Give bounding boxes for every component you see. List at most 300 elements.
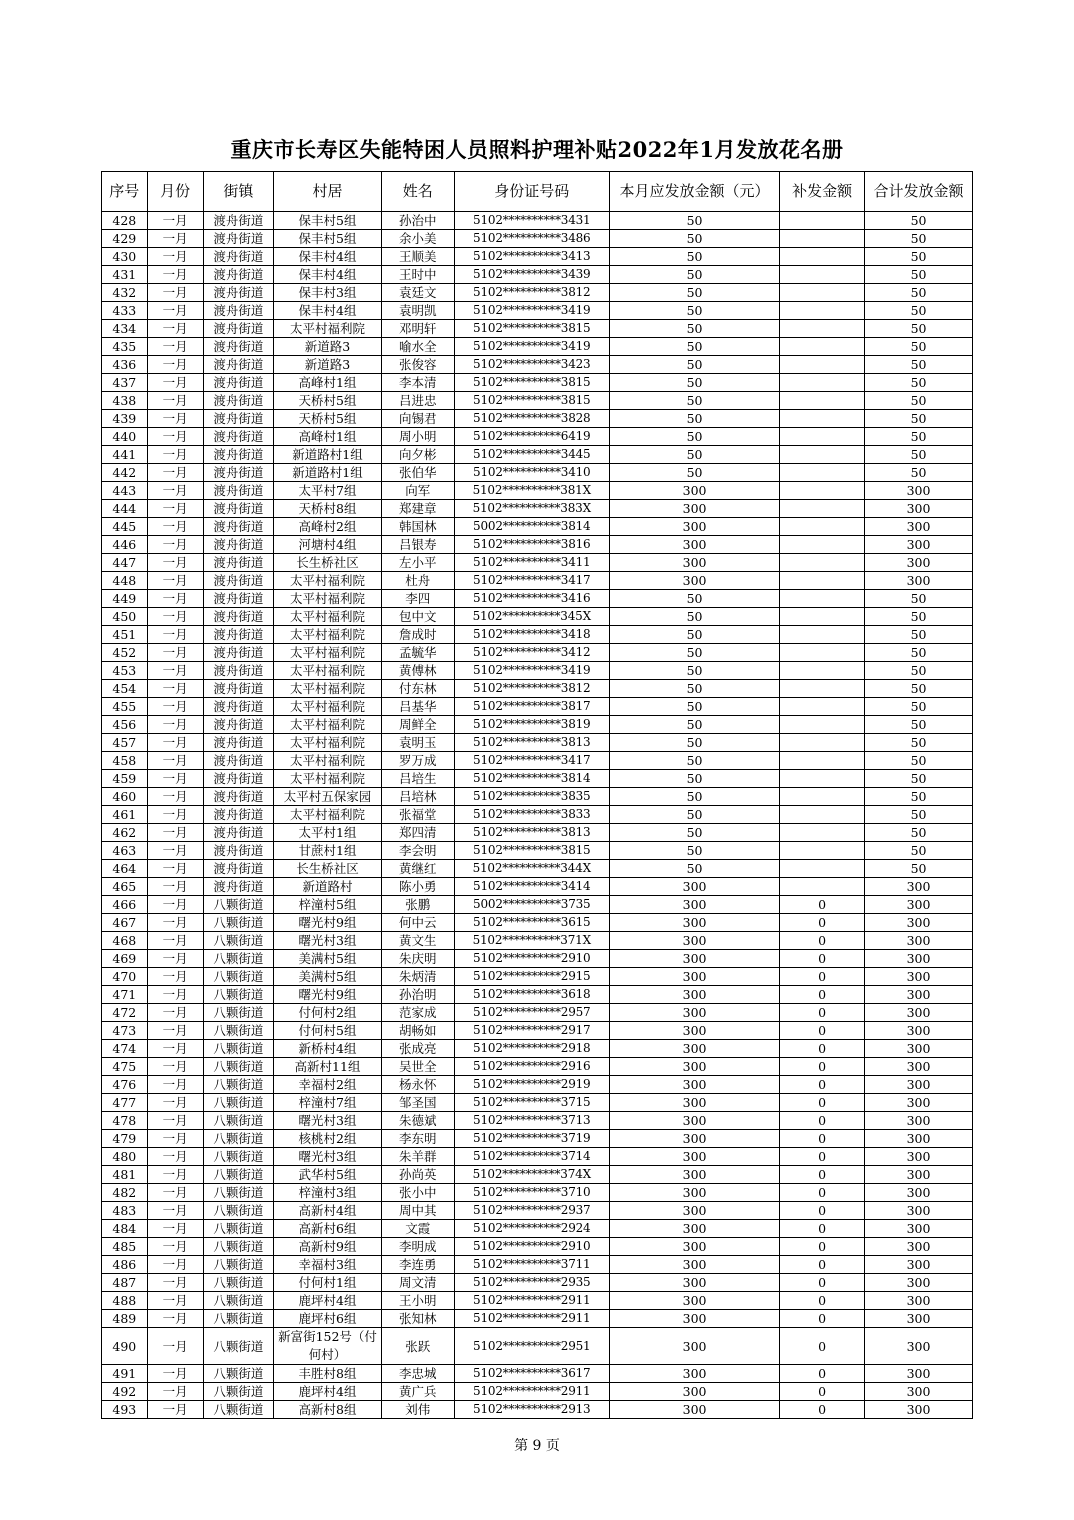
cell-amount-due: 300 [610,536,780,554]
cell-village: 保丰村4组 [274,266,382,284]
cell-month: 一月 [147,842,203,860]
cell-total: 50 [865,392,973,410]
cell-supplement [780,320,865,338]
cell-index: 433 [102,302,148,320]
cell-total: 50 [865,284,973,302]
cell-month: 一月 [147,914,203,932]
cell-supplement [780,284,865,302]
cell-street: 渡舟街道 [203,554,274,572]
cell-id-number: 5102**********3812 [454,680,610,698]
table-row [102,590,973,608]
cell-amount-due: 300 [610,1220,780,1238]
cell-name: 王时中 [381,266,454,284]
cell-supplement: 0 [780,968,865,986]
cell-month: 一月 [147,878,203,896]
cell-village: 太平村福利院 [274,734,382,752]
cell-street: 八颗街道 [203,1383,274,1401]
cell-total: 50 [865,626,973,644]
table-body [102,212,973,1419]
cell-name: 张福堂 [381,806,454,824]
cell-amount-due: 300 [610,1040,780,1058]
cell-total: 300 [865,896,973,914]
cell-id-number: 5102**********3711 [454,1256,610,1274]
cell-village: 高新村11组 [274,1058,382,1076]
cell-id-number: 5102**********2916 [454,1058,610,1076]
cell-month: 一月 [147,1202,203,1220]
cell-id-number: 5102**********3419 [454,302,610,320]
cell-total: 300 [865,1256,973,1274]
cell-index: 435 [102,338,148,356]
cell-street: 八颗街道 [203,1184,274,1202]
cell-month: 一月 [147,1040,203,1058]
cell-id-number: 5102**********3815 [454,374,610,392]
cell-village: 付何村1组 [274,1274,382,1292]
cell-month: 一月 [147,518,203,536]
cell-total: 300 [865,1148,973,1166]
cell-amount-due: 50 [610,446,780,464]
cell-month: 一月 [147,302,203,320]
cell-id-number: 5102**********383X [454,500,610,518]
cell-street: 渡舟街道 [203,824,274,842]
cell-id-number: 5102**********3412 [454,644,610,662]
cell-total: 50 [865,302,973,320]
cell-village: 太平村福利院 [274,752,382,770]
cell-name: 韩国林 [381,518,454,536]
cell-name: 李忠城 [381,1365,454,1383]
cell-street: 渡舟街道 [203,806,274,824]
cell-village: 太平村福利院 [274,680,382,698]
cell-total: 300 [865,1022,973,1040]
cell-village: 高新村6组 [274,1220,382,1238]
cell-index: 429 [102,230,148,248]
cell-village: 曙光村9组 [274,914,382,932]
cell-total: 300 [865,1238,973,1256]
cell-street: 渡舟街道 [203,878,274,896]
cell-id-number: 5102**********3715 [454,1094,610,1112]
cell-index: 440 [102,428,148,446]
cell-id-number: 5102**********3416 [454,590,610,608]
cell-total: 300 [865,500,973,518]
cell-index: 477 [102,1094,148,1112]
cell-name: 邹圣国 [381,1094,454,1112]
table-row [102,320,973,338]
cell-month: 一月 [147,608,203,626]
cell-total: 50 [865,464,973,482]
cell-month: 一月 [147,644,203,662]
cell-supplement [780,788,865,806]
cell-total: 50 [865,266,973,284]
cell-amount-due: 300 [610,1148,780,1166]
cell-id-number: 5102**********374X [454,1166,610,1184]
cell-street: 渡舟街道 [203,248,274,266]
table-row [102,1365,973,1383]
cell-id-number: 5102**********3423 [454,356,610,374]
cell-supplement [780,590,865,608]
cell-supplement: 0 [780,1004,865,1022]
cell-supplement [780,824,865,842]
table-row [102,806,973,824]
cell-name: 刘伟 [381,1401,454,1419]
cell-village: 新道路3 [274,356,382,374]
cell-id-number: 5102**********371X [454,932,610,950]
cell-id-number: 5102**********381X [454,482,610,500]
cell-id-number: 5102**********3445 [454,446,610,464]
cell-id-number: 5102**********3812 [454,284,610,302]
cell-amount-due: 300 [610,482,780,500]
cell-street: 渡舟街道 [203,626,274,644]
cell-village: 天桥村8组 [274,500,382,518]
cell-index: 468 [102,932,148,950]
cell-supplement: 0 [780,1094,865,1112]
cell-id-number: 5102**********3815 [454,842,610,860]
cell-name: 孙治中 [381,212,454,230]
cell-index: 481 [102,1166,148,1184]
cell-index: 432 [102,284,148,302]
cell-total: 300 [865,1328,973,1365]
cell-month: 一月 [147,266,203,284]
cell-amount-due: 50 [610,662,780,680]
cell-index: 472 [102,1004,148,1022]
cell-month: 一月 [147,770,203,788]
cell-month: 一月 [147,1022,203,1040]
cell-supplement [780,374,865,392]
cell-amount-due: 50 [610,698,780,716]
cell-month: 一月 [147,734,203,752]
cell-supplement: 0 [780,932,865,950]
cell-street: 渡舟街道 [203,842,274,860]
cell-village: 新桥村4组 [274,1040,382,1058]
cell-street: 渡舟街道 [203,536,274,554]
cell-amount-due: 50 [610,356,780,374]
cell-supplement [780,248,865,266]
cell-id-number: 5102**********2937 [454,1202,610,1220]
table-row [102,1076,973,1094]
cell-amount-due: 50 [610,212,780,230]
cell-index: 480 [102,1148,148,1166]
cell-name: 李会明 [381,842,454,860]
cell-name: 李本清 [381,374,454,392]
cell-month: 一月 [147,1004,203,1022]
cell-supplement [780,338,865,356]
cell-supplement: 0 [780,1184,865,1202]
cell-name: 黄广兵 [381,1383,454,1401]
cell-supplement: 0 [780,1040,865,1058]
cell-name: 朱德斌 [381,1112,454,1130]
cell-street: 八颗街道 [203,968,274,986]
cell-supplement [780,698,865,716]
cell-total: 50 [865,662,973,680]
cell-total: 300 [865,1130,973,1148]
cell-month: 一月 [147,1220,203,1238]
cell-month: 一月 [147,374,203,392]
cell-month: 一月 [147,1365,203,1383]
table-row [102,536,973,554]
cell-amount-due: 300 [610,932,780,950]
cell-supplement [780,680,865,698]
cell-supplement [780,518,865,536]
cell-village: 鹿坪村4组 [274,1383,382,1401]
cell-street: 八颗街道 [203,914,274,932]
cell-name: 吕进忠 [381,392,454,410]
table-row [102,1166,973,1184]
table-row [102,284,973,302]
cell-supplement [780,662,865,680]
cell-village: 太平村福利院 [274,806,382,824]
cell-street: 八颗街道 [203,1094,274,1112]
cell-name: 张小中 [381,1184,454,1202]
table-row [102,644,973,662]
cell-index: 483 [102,1202,148,1220]
cell-month: 一月 [147,986,203,1004]
cell-amount-due: 300 [610,914,780,932]
cell-name: 付东林 [381,680,454,698]
cell-amount-due: 50 [610,338,780,356]
cell-supplement [780,464,865,482]
cell-index: 469 [102,950,148,968]
cell-month: 一月 [147,1256,203,1274]
cell-month: 一月 [147,1166,203,1184]
cell-month: 一月 [147,860,203,878]
cell-name: 郑建章 [381,500,454,518]
cell-month: 一月 [147,1130,203,1148]
cell-month: 一月 [147,590,203,608]
cell-index: 438 [102,392,148,410]
table-row [102,230,973,248]
cell-total: 300 [865,1401,973,1419]
cell-village: 甘蔗村1组 [274,842,382,860]
cell-index: 493 [102,1401,148,1419]
col-header-id-number: 身份证号码 [454,172,610,212]
cell-amount-due: 300 [610,1328,780,1365]
page-number: 第 9 页 [514,1438,560,1454]
cell-name: 余小美 [381,230,454,248]
cell-street: 渡舟街道 [203,860,274,878]
cell-total: 50 [865,824,973,842]
table-row [102,734,973,752]
table-row [102,986,973,1004]
cell-supplement [780,302,865,320]
cell-month: 一月 [147,716,203,734]
cell-name: 吴世全 [381,1058,454,1076]
cell-street: 八颗街道 [203,932,274,950]
cell-total: 50 [865,842,973,860]
cell-name: 杜舟 [381,572,454,590]
cell-street: 八颗街道 [203,1202,274,1220]
table-row [102,1401,973,1419]
cell-street: 渡舟街道 [203,230,274,248]
cell-month: 一月 [147,284,203,302]
cell-name: 吕银寿 [381,536,454,554]
cell-amount-due: 50 [610,716,780,734]
cell-index: 434 [102,320,148,338]
cell-supplement: 0 [780,1274,865,1292]
cell-total: 300 [865,950,973,968]
cell-total: 300 [865,518,973,536]
cell-id-number: 5102**********3410 [454,464,610,482]
cell-name: 周鲜全 [381,716,454,734]
cell-name: 张俊容 [381,356,454,374]
cell-supplement [780,230,865,248]
cell-id-number: 5102**********3814 [454,770,610,788]
cell-id-number: 5102**********2913 [454,1401,610,1419]
cell-street: 八颗街道 [203,1004,274,1022]
cell-name: 詹成时 [381,626,454,644]
cell-supplement: 0 [780,896,865,914]
cell-supplement: 0 [780,1166,865,1184]
cell-month: 一月 [147,1076,203,1094]
cell-amount-due: 300 [610,1004,780,1022]
cell-village: 新道路3 [274,338,382,356]
cell-amount-due: 300 [610,1274,780,1292]
cell-supplement [780,266,865,284]
cell-total: 50 [865,788,973,806]
cell-id-number: 5102**********3713 [454,1112,610,1130]
cell-index: 466 [102,896,148,914]
cell-total: 300 [865,1202,973,1220]
cell-total: 50 [865,608,973,626]
cell-id-number: 5102**********3417 [454,752,610,770]
cell-name: 向夕彬 [381,446,454,464]
cell-name: 文霞 [381,1220,454,1238]
cell-village: 太平村福利院 [274,320,382,338]
cell-street: 渡舟街道 [203,572,274,590]
cell-name: 张成亮 [381,1040,454,1058]
table-row [102,914,973,932]
cell-name: 黄文生 [381,932,454,950]
cell-village: 太平村福利院 [274,716,382,734]
cell-street: 八颗街道 [203,1220,274,1238]
cell-index: 454 [102,680,148,698]
cell-amount-due: 300 [610,1022,780,1040]
cell-total: 50 [865,680,973,698]
cell-id-number: 5102**********3414 [454,878,610,896]
cell-supplement: 0 [780,1202,865,1220]
cell-total: 50 [865,320,973,338]
table-row [102,1058,973,1076]
cell-supplement: 0 [780,1022,865,1040]
cell-supplement [780,878,865,896]
cell-name: 李明成 [381,1238,454,1256]
cell-street: 八颗街道 [203,1274,274,1292]
cell-amount-due: 50 [610,284,780,302]
cell-index: 471 [102,986,148,1004]
cell-supplement [780,212,865,230]
cell-total: 50 [865,446,973,464]
cell-amount-due: 300 [610,950,780,968]
cell-index: 446 [102,536,148,554]
cell-month: 一月 [147,446,203,464]
cell-index: 457 [102,734,148,752]
cell-supplement [780,392,865,410]
cell-village: 长生桥社区 [274,554,382,572]
cell-street: 渡舟街道 [203,518,274,536]
cell-id-number: 5102**********6419 [454,428,610,446]
cell-month: 一月 [147,1058,203,1076]
cell-name: 李四 [381,590,454,608]
cell-index: 489 [102,1310,148,1328]
cell-total: 300 [865,1184,973,1202]
cell-name: 朱炳清 [381,968,454,986]
cell-name: 李连勇 [381,1256,454,1274]
cell-name: 何中云 [381,914,454,932]
cell-month: 一月 [147,932,203,950]
cell-index: 441 [102,446,148,464]
table-row [102,428,973,446]
cell-amount-due: 300 [610,1058,780,1076]
cell-id-number: 5102**********2910 [454,1238,610,1256]
cell-total: 300 [865,1365,973,1383]
cell-supplement [780,428,865,446]
cell-name: 吕培林 [381,788,454,806]
cell-amount-due: 50 [610,626,780,644]
cell-village: 高新村4组 [274,1202,382,1220]
cell-total: 300 [865,1166,973,1184]
cell-street: 八颗街道 [203,1328,274,1365]
cell-supplement: 0 [780,1148,865,1166]
cell-index: 482 [102,1184,148,1202]
cell-name: 罗万成 [381,752,454,770]
cell-supplement: 0 [780,1383,865,1401]
cell-supplement [780,842,865,860]
cell-street: 八颗街道 [203,986,274,1004]
cell-name: 吕培生 [381,770,454,788]
table-row [102,1292,973,1310]
table-row [102,1040,973,1058]
cell-total: 50 [865,770,973,788]
cell-month: 一月 [147,752,203,770]
cell-index: 436 [102,356,148,374]
cell-village: 保丰村5组 [274,230,382,248]
cell-index: 491 [102,1365,148,1383]
cell-total: 300 [865,1058,973,1076]
cell-total: 50 [865,752,973,770]
cell-street: 八颗街道 [203,1401,274,1419]
cell-amount-due: 50 [610,248,780,266]
cell-index: 490 [102,1328,148,1365]
cell-name: 周文清 [381,1274,454,1292]
cell-village: 高峰村2组 [274,518,382,536]
cell-month: 一月 [147,464,203,482]
cell-month: 一月 [147,824,203,842]
cell-village: 付何村5组 [274,1022,382,1040]
cell-id-number: 5102**********2935 [454,1274,610,1292]
cell-amount-due: 50 [610,230,780,248]
cell-month: 一月 [147,320,203,338]
cell-street: 八颗街道 [203,1256,274,1274]
cell-village: 保丰村3组 [274,284,382,302]
table-row [102,698,973,716]
table-header-row [102,172,973,212]
cell-index: 451 [102,626,148,644]
cell-total: 300 [865,1076,973,1094]
cell-village: 长生桥社区 [274,860,382,878]
cell-month: 一月 [147,554,203,572]
cell-supplement: 0 [780,1310,865,1328]
cell-index: 460 [102,788,148,806]
cell-month: 一月 [147,356,203,374]
table-row [102,1112,973,1130]
cell-total: 300 [865,572,973,590]
table-row [102,950,973,968]
cell-index: 452 [102,644,148,662]
cell-village: 曙光村3组 [274,1148,382,1166]
cell-total: 300 [865,1004,973,1022]
cell-total: 300 [865,482,973,500]
cell-amount-due: 300 [610,1310,780,1328]
cell-index: 437 [102,374,148,392]
cell-month: 一月 [147,1184,203,1202]
cell-id-number: 5102**********2915 [454,968,610,986]
